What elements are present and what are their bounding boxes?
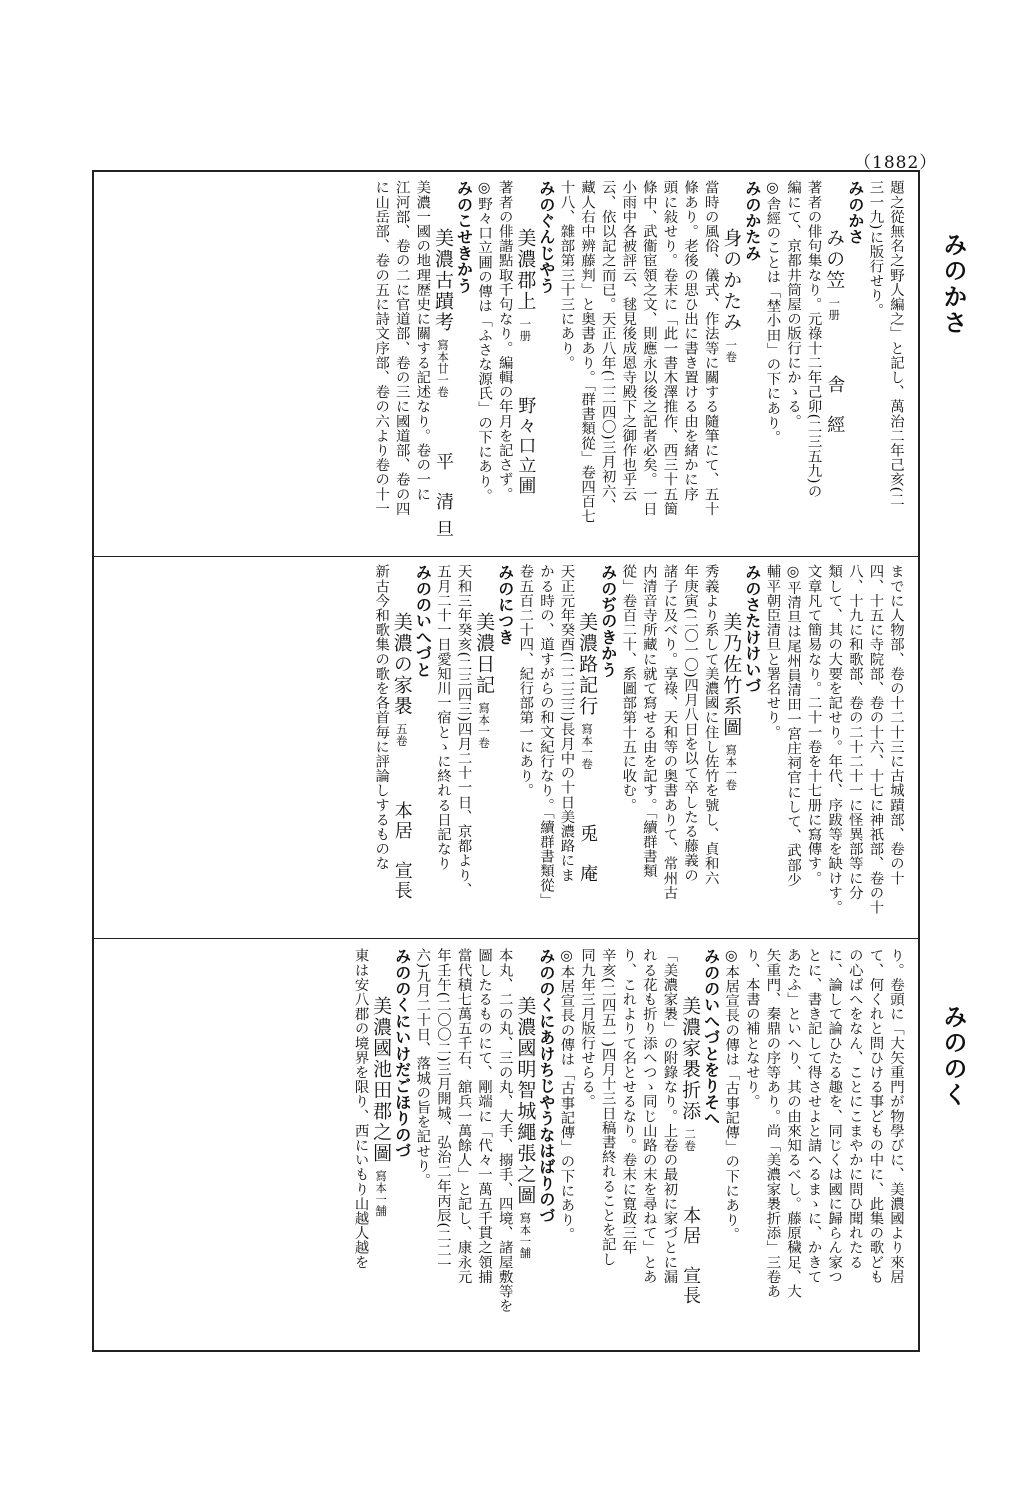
entry-heading: みのさたけけいづ bbox=[742, 564, 762, 694]
work-title: 美濃路記行 bbox=[576, 611, 599, 717]
text-line: 同九年三月版行せらる。 bbox=[579, 948, 596, 1109]
entry-title-line bbox=[824, 180, 845, 550]
author-name: 本居 宣長 bbox=[680, 1205, 702, 1306]
text-line: 六)九月二十日、落城の旨を記せり。 bbox=[414, 948, 431, 1188]
work-title: 美乃佐竹系圖 bbox=[720, 611, 743, 738]
margin-header-bottom: みののく bbox=[939, 1004, 967, 1108]
text-line: ◎舎經のことは「埜小田」の下にあり。 bbox=[764, 180, 781, 445]
text-line: 三一九)に版行せり。 bbox=[867, 180, 884, 318]
text-line: 辛亥(二四五一)四月十三日稿書終れることを記し bbox=[599, 948, 616, 1267]
text-line: れる花も折り添へつゝ同じ山路の末を尋ねて」とあ bbox=[640, 948, 657, 1284]
text-line: 著者の俳諧點取千句なり。編輯の年月を記さず。 bbox=[496, 180, 513, 502]
text-line: 諸子に及べり。享祿、天和等の奥書ありて、常州古 bbox=[661, 564, 678, 900]
entry-title-line bbox=[474, 564, 495, 932]
text-line: に山岳部、卷の五に詩文序部、卷の六より卷の十一 bbox=[373, 180, 390, 516]
entry-heading: みのぢのきかう bbox=[598, 564, 618, 678]
entry-title-line bbox=[515, 180, 536, 550]
section-divider-2 bbox=[92, 938, 920, 939]
volume-count: 寫本一舗 bbox=[518, 1212, 533, 1260]
author-name: 野々口立圃 bbox=[515, 395, 537, 496]
text-line: 江河部、卷の二に官道部、卷の三に國道部、卷の四 bbox=[393, 180, 410, 516]
text-line: ◎平清旦は尾州員清田一宮庄祠官にして、武部少 bbox=[785, 564, 802, 887]
text-line: て、何くれと問ひける事どもの中に、此集の歌ども bbox=[867, 948, 884, 1284]
text-line: 矢重門、秦鼎の序等あり。尚「美濃家褁折添」三卷あ bbox=[764, 948, 781, 1299]
volume-count: 五卷 bbox=[394, 723, 409, 747]
entry-heading: みのかさ bbox=[845, 180, 865, 245]
volume-count: 寫本一卷 bbox=[724, 744, 739, 792]
text-line: までに人物部、卷の十二十三に古城蹟部、卷の十 bbox=[888, 564, 904, 886]
author-name: 舎 經 bbox=[824, 374, 846, 435]
text-line: 當代積七萬五千石、舘兵一萬餘人」と記し、康永元 bbox=[455, 948, 472, 1284]
work-title: 身のかたみ bbox=[720, 227, 743, 333]
text-line: とに、書き記して得させよと請へるまゝに、かきて bbox=[805, 948, 822, 1284]
entry-title-line bbox=[721, 180, 742, 550]
volume-count: 一卷 bbox=[724, 339, 739, 363]
text-line: り、本書の補となせり。 bbox=[743, 948, 760, 1109]
page-number: （1882） bbox=[854, 153, 938, 173]
text-line: 「美濃家褁」の附錄なり。上卷の最初に家づとに漏 bbox=[661, 948, 678, 1284]
volume-count: 寫本一舗 bbox=[374, 1170, 389, 1218]
entry-title-line bbox=[391, 564, 412, 932]
volume-count: 二卷 bbox=[683, 1128, 698, 1152]
entry-heading: みののいへづと bbox=[413, 564, 433, 678]
text-line: 頭に敍せり。卷末に「此一書木澤推作、西三十五箇 bbox=[661, 180, 678, 516]
text-line: かる時の、道すがらの和文紀行なり。「續群書類從」 bbox=[537, 564, 554, 908]
section-bottom bbox=[104, 948, 906, 1344]
text-line: 條あり。老後の思ひ出に書き置ける由を緒かに序 bbox=[682, 180, 699, 502]
entry-title-line bbox=[515, 948, 536, 1344]
work-title: 美濃家褁折添 bbox=[679, 995, 702, 1122]
work-title: 美濃古蹟考 bbox=[431, 227, 454, 333]
volume-count: 一册 bbox=[518, 318, 533, 342]
text-line: に、論して論ひたる趣を、同じくは國に歸らん家つ bbox=[826, 948, 843, 1284]
author-name: 平 清 旦 bbox=[432, 451, 454, 540]
text-line: 年庚寅(二〇一〇)四月八日を以て卒したる藤義の bbox=[682, 564, 699, 883]
text-line: 輔平朝臣清旦と署名せり。 bbox=[764, 564, 781, 740]
text-line: 四、十五に寺院部、卷の十六、十七に神祇部、卷の十 bbox=[867, 564, 884, 915]
text-line: ◎本居宣長の傳は「古事記傳」の下にあり。 bbox=[558, 948, 575, 1242]
margin-header-top: みのかさ bbox=[939, 232, 967, 336]
entry-title-line bbox=[679, 948, 700, 1344]
text-line: 東は安八郡の境界を限り、西にいもり山越人越を bbox=[352, 948, 369, 1270]
text-line: 從」卷百二十、系圖部第十五に收む。 bbox=[620, 564, 637, 813]
text-line: 八、十九に和歌部、卷の二十二十一に怪異部等に分 bbox=[846, 564, 863, 900]
entry-heading: みのにつき bbox=[495, 564, 515, 645]
entry-heading: みののくにあけちじやうなはばりのづ bbox=[536, 948, 556, 1224]
text-line: 云、依以記之而已。天正八年(二二四〇)三月初六、 bbox=[599, 180, 616, 513]
section-top bbox=[104, 180, 906, 550]
entry-heading: みのぐんじやう bbox=[536, 180, 556, 294]
entry-title-line bbox=[432, 180, 453, 550]
text-line: 天和三年癸亥(二三四三)四月二十一日、京都より、 bbox=[455, 564, 472, 897]
work-title: 美濃國池田郡之圖 bbox=[370, 995, 393, 1164]
work-title: みの笠 bbox=[823, 227, 846, 291]
work-title: 美濃國明智城繩張之圖 bbox=[514, 995, 537, 1206]
text-line: あたふ」といへり、其の由來知るべし。藤原穢足、大 bbox=[785, 948, 802, 1299]
volume-count: 寫本一卷 bbox=[580, 723, 595, 771]
entry-title-line bbox=[577, 564, 598, 932]
text-line: 年壬午(二〇〇二)三月開城、弘治二年丙辰(二二一 bbox=[434, 948, 451, 1273]
text-line: 本丸、二の丸、三の丸、大手、搦手、四境、諸屋敷等を bbox=[496, 948, 513, 1313]
text-line: 當時の風俗、儀式、作法等に關する隨筆にて、五十 bbox=[702, 180, 719, 516]
text-line: 著者の俳句集なり。元祿十二年己卯(二三五九)の bbox=[805, 180, 822, 499]
volume-count: 寫本廿一卷 bbox=[435, 339, 450, 398]
text-line: 條中、武衞宦領之文、則應永以後之記者必矣。一日 bbox=[640, 180, 657, 516]
work-title: 美濃日記 bbox=[473, 611, 496, 696]
text-line: 新古今和歌集の歌を各首毎に評論しするものな bbox=[373, 564, 390, 871]
text-line: 文章凡て簡易なり。二十一卷を十七册に寫傳す。 bbox=[805, 564, 822, 886]
text-line: ◎本居宣長の傳は「古事記傳」の下にあり。 bbox=[723, 948, 740, 1242]
text-line: 卷五百二十四、紀行部第一にあり。 bbox=[517, 564, 534, 798]
text-line: り。卷頭に「大矢重門が物學びに、美濃國より來居 bbox=[888, 948, 904, 1284]
text-line: 美濃一國の地理歴史に關する記述なり。卷の一に bbox=[414, 180, 431, 502]
text-line: 圖したるものにて、剛端に「代々一萬五千貫之領捕 bbox=[476, 948, 493, 1284]
text-line: 類して、其の大要を記せり。年代、序跋等を缺けす。 bbox=[826, 564, 843, 915]
text-line: 内清音寺所藏に就て寫せる由を記す。「續群書類 bbox=[640, 564, 657, 878]
entry-title-line bbox=[371, 948, 392, 1344]
text-line: 藏人右中辨藤判」と奥書あり。「群書類從」卷四百七 bbox=[579, 180, 596, 524]
work-title: 美濃の家褁 bbox=[390, 611, 413, 717]
entry-heading: みののくにいけだごほりのづ bbox=[392, 948, 412, 1159]
entry-heading: みのかたみ bbox=[742, 180, 762, 261]
text-line: の心ばへをなん、ことにこまやかに問ひ聞れたる bbox=[846, 948, 863, 1270]
text-line: 十八、雜部第三十三にあり。 bbox=[558, 180, 575, 370]
text-line: 天正元年癸酉(二二三三)長月中の十日美濃路にま bbox=[558, 564, 575, 883]
text-line: 五月二十一日愛知川一宿とゝに終れる日記なり bbox=[434, 564, 451, 871]
author-name: 兎 庵 bbox=[577, 824, 599, 885]
volume-count: 一册 bbox=[827, 297, 842, 321]
text-line: ◎野々口立圃の傳は「ふさな源氏」の下にあり。 bbox=[476, 180, 493, 503]
text-line: 小雨中各被評云、毬見後成恩寺殿下之御作也乎云 bbox=[620, 180, 637, 502]
section-divider-1 bbox=[92, 556, 920, 557]
entry-heading: みのこせきかう bbox=[454, 180, 474, 294]
text-line: 題之從無名之野人編之」と記し、萬治二年己亥(二 bbox=[888, 180, 904, 508]
work-title: 美濃郡上 bbox=[514, 227, 537, 312]
entry-title-line bbox=[721, 564, 742, 932]
text-line: 秀義より系して美濃國に住し佐竹を號し、貞和六 bbox=[702, 564, 719, 886]
text-line: 編にて、京都井筒屋の版行にかゝる。 bbox=[785, 180, 802, 429]
author-name: 本居 宣長 bbox=[391, 800, 413, 901]
section-middle bbox=[104, 564, 906, 932]
volume-count: 寫本一卷 bbox=[477, 702, 492, 750]
text-line: り、これよりて名とせるなり。卷末に寛政三年 bbox=[620, 948, 637, 1255]
entry-heading: みののいへづとをりそへ bbox=[701, 948, 721, 1127]
